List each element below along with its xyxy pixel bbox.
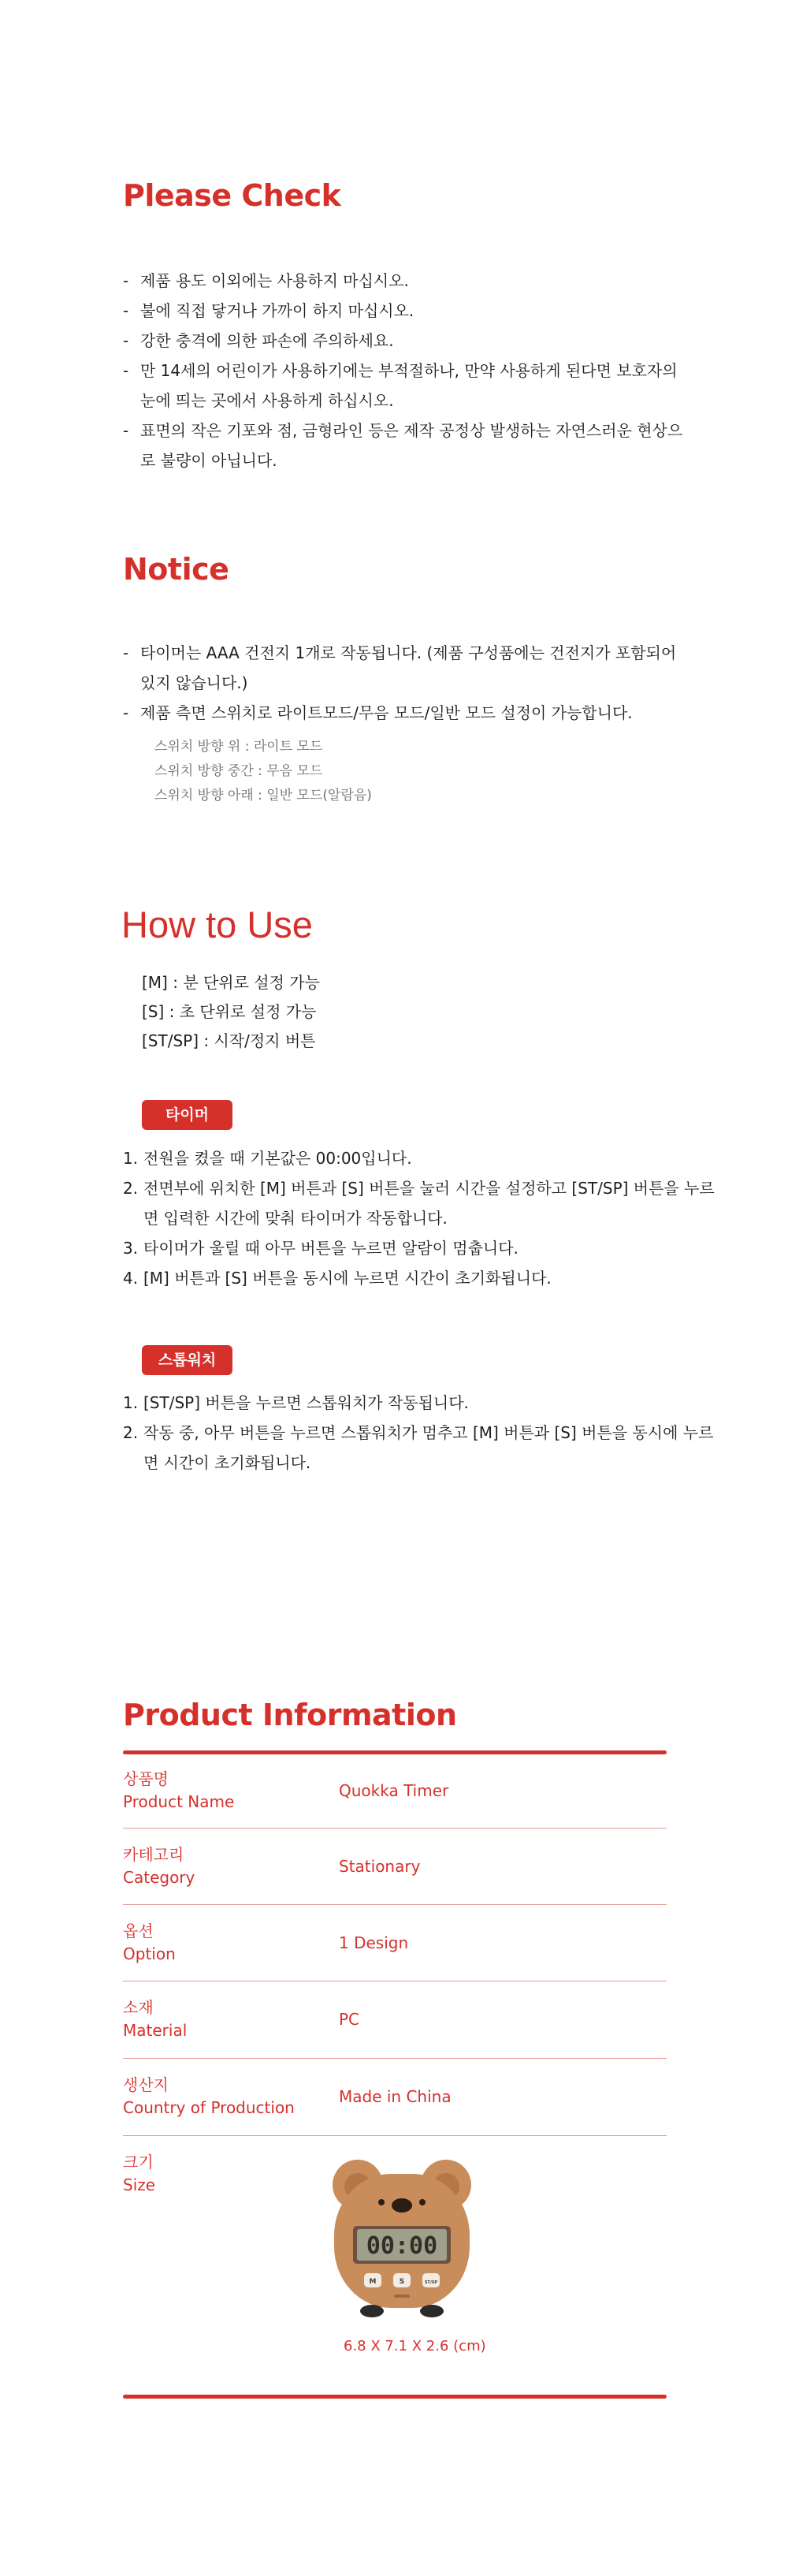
row-divider: [123, 1828, 667, 1829]
label-material: 소재 Material: [123, 1998, 188, 2040]
label-size: 크기 Size: [123, 2153, 156, 2194]
list-item: 2. 작동 중, 아무 버튼을 누르면 스톱워치가 멈추고 [M] 버튼과 [S] 버튼을 동시에 누르면 시간이 초기화됩니다.: [123, 1423, 714, 1472]
lcd-display: 00:00: [366, 2232, 438, 2260]
please-check-title: Please Check: [123, 178, 341, 213]
value-product-name: Quokka Timer: [339, 1781, 449, 1800]
value-category: Stationary: [339, 1857, 421, 1876]
notice-list: [123, 638, 690, 728]
list-item: 4. [M] 버튼과 [S] 버튼을 동시에 누르면 시간이 초기화됩니다.: [123, 1269, 552, 1288]
table-bottom-rule: [123, 2395, 667, 2399]
quokka-timer-illustration: [323, 2157, 481, 2326]
size-dimensions: 6.8 X 7.1 X 2.6 (cm): [344, 2338, 486, 2354]
right-eye: [419, 2199, 426, 2205]
value-country: Made in China: [339, 2087, 452, 2106]
list-item: - 강한 충격에 의한 파손에 주의하세요.: [123, 326, 690, 356]
notice-title: Notice: [123, 552, 229, 587]
table-top-rule: [123, 1750, 667, 1754]
list-item: 1. 전원을 켰을 때 기본값은 00:00입니다.: [123, 1149, 412, 1168]
row-divider: [123, 2135, 667, 2136]
timer-badge: 타이머: [142, 1100, 232, 1130]
speaker-slot: [394, 2295, 410, 2298]
key-item: [M] : 분 단위로 설정 가능: [142, 973, 320, 992]
product-info-title: Product Information: [123, 1698, 457, 1732]
list-item: 1. [ST/SP] 버튼을 누르면 스톱워치가 작동됩니다.: [123, 1393, 469, 1412]
button-m-label: M: [369, 2278, 377, 2286]
key-item: [S] : 초 단위로 설정 가능: [142, 1002, 317, 1021]
label-option: 옵션 Option: [123, 1922, 176, 1963]
row-divider: [123, 2058, 667, 2059]
label-product-name: 상품명 Product Name: [123, 1769, 235, 1811]
right-foot: [420, 2305, 444, 2317]
please-check-list: [123, 266, 690, 475]
list-item: - 타이머는 AAA 건전지 1개로 작동됩니다. (제품 구성품에는 건전지가 포함되어 있지 않습니다.): [123, 638, 690, 698]
list-item: - 표면의 작은 기포와 점, 금형라인 등은 제작 공정상 발생하는 자연스러운 현상으로 불량이 아닙니다.: [123, 416, 690, 475]
button-st-sp-label: ST/SP: [424, 2280, 438, 2285]
switch-note: 스위치 방향 아래 : 일반 모드(알람음): [154, 788, 372, 803]
key-item: [ST/SP] : 시작/정지 버튼: [142, 1031, 316, 1050]
button-key-list: [142, 968, 320, 1056]
list-item: - 불에 직접 닿거나 가까이 하지 마십시오.: [123, 296, 690, 326]
left-eye: [378, 2199, 385, 2205]
switch-note: 스위치 방향 중간 : 무음 모드: [154, 763, 323, 779]
list-item: - 만 14세의 어린이가 사용하기에는 부적절하나, 만약 사용하게 된다면 보호자의 눈에 띄는 곳에서 사용하게 하십시오.: [123, 356, 690, 416]
button-s-label: S: [399, 2278, 405, 2286]
list-item: - 제품 용도 이외에는 사용하지 마십시오.: [123, 266, 690, 296]
stopwatch-steps: [123, 1388, 722, 1478]
switch-note: 스위치 방향 위 : 라이트 모드: [154, 739, 323, 755]
label-country: 생산지 Country of Production: [123, 2075, 295, 2117]
value-option: 1 Design: [339, 1933, 409, 1952]
nose-icon: [392, 2198, 412, 2213]
list-item: 3. 타이머가 울릴 때 아무 버튼을 누르면 알람이 멈춥니다.: [123, 1239, 519, 1258]
list-item: - 제품 측면 스위치로 라이트모드/무음 모드/일반 모드 설정이 가능합니다.: [123, 698, 690, 728]
label-category: 카테고리 Category: [123, 1845, 195, 1887]
row-divider: [123, 1904, 667, 1905]
switch-notes: [154, 735, 372, 808]
value-material: PC: [339, 2010, 360, 2029]
list-item: 2. 전면부에 위치한 [M] 버튼과 [S] 버튼을 눌러 시간을 설정하고 [ST/SP] 버튼을 누르면 입력한 시간에 맞춰 타이머가 작동합니다.: [123, 1179, 715, 1228]
timer-steps: [123, 1143, 722, 1293]
how-to-use-title: How to Use: [121, 904, 313, 945]
stopwatch-badge: 스톱워치: [142, 1345, 232, 1375]
left-foot: [360, 2305, 384, 2317]
